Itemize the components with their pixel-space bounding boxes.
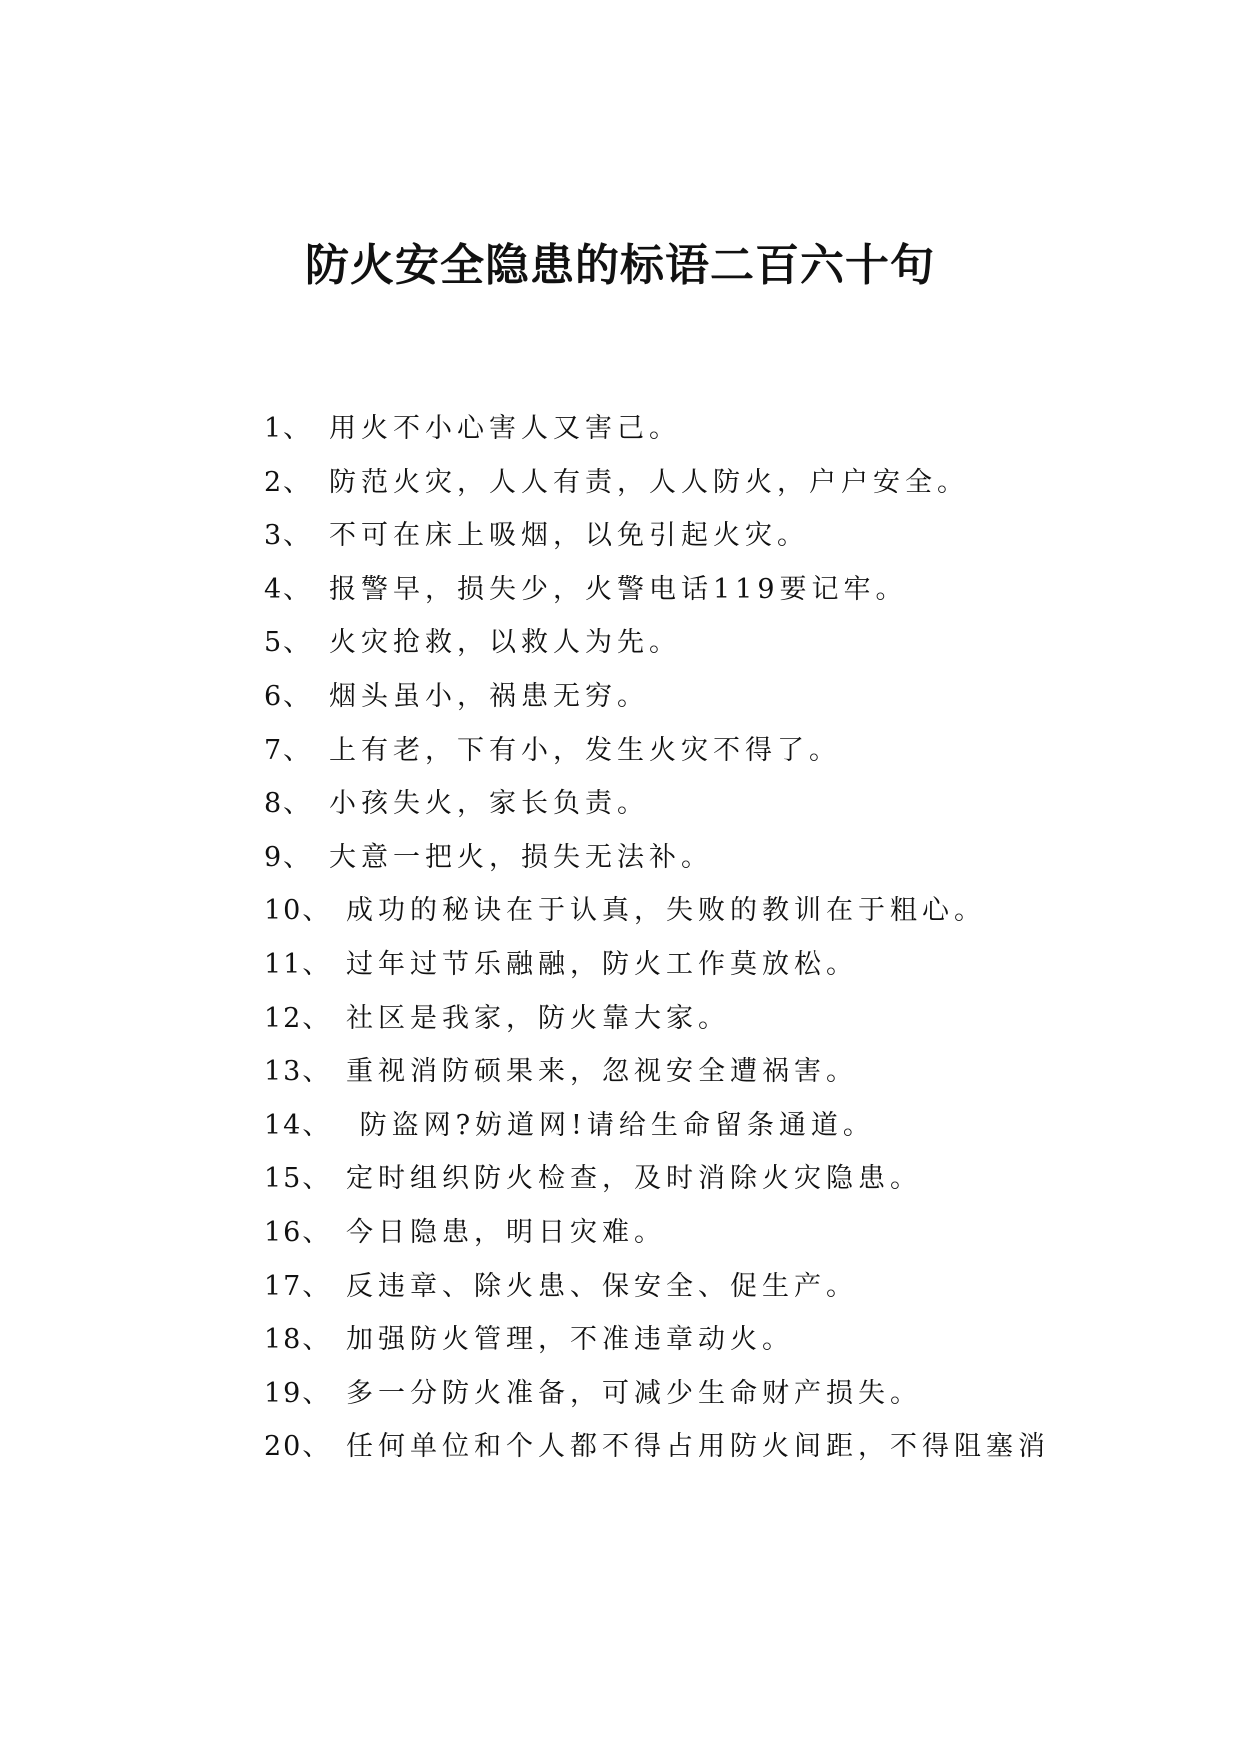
list-item bbox=[264, 1424, 1114, 1478]
item-text: 不可在床上吸烟，以免引起火灾。 bbox=[329, 520, 809, 552]
list-item bbox=[264, 728, 1114, 782]
list-item bbox=[264, 406, 1114, 460]
item-number: 5、 bbox=[264, 627, 313, 659]
item-number: 9、 bbox=[264, 841, 313, 873]
item-text: 过年过节乐融融，防火工作莫放松。 bbox=[346, 948, 858, 980]
item-number: 17、 bbox=[264, 1270, 332, 1302]
item-text: 成功的秘诀在于认真，失败的教训在于粗心。 bbox=[346, 895, 986, 927]
list-item bbox=[264, 1156, 1114, 1210]
item-number: 15、 bbox=[264, 1163, 332, 1195]
item-text: 防盗网?妨道网!请给生命留条通道。 bbox=[346, 1109, 875, 1141]
item-text: 报警早，损失少，火警电话119要记牢。 bbox=[329, 573, 908, 605]
item-number: 20、 bbox=[264, 1431, 332, 1463]
item-text: 大意一把火，损失无法补。 bbox=[329, 841, 713, 873]
slogan-list bbox=[264, 406, 1114, 1478]
item-number: 1、 bbox=[264, 413, 313, 444]
document-title: 防火安全隐患的标语二百六十句 bbox=[305, 240, 935, 291]
item-number: 6、 bbox=[264, 680, 313, 712]
item-number: 18、 bbox=[264, 1324, 332, 1356]
list-item bbox=[264, 1317, 1114, 1371]
list-item bbox=[264, 460, 1114, 514]
item-number: 14、 bbox=[264, 1109, 332, 1141]
item-number: 12、 bbox=[264, 1002, 332, 1034]
item-text: 社区是我家，防火靠大家。 bbox=[346, 1002, 730, 1034]
item-text: 多一分防火准备，可减少生命财产损失。 bbox=[346, 1377, 922, 1409]
item-text: 任何单位和个人都不得占用防火间距，不得阻塞消 bbox=[346, 1431, 1050, 1463]
list-item bbox=[264, 1103, 1114, 1157]
list-item bbox=[264, 888, 1114, 942]
list-item bbox=[264, 620, 1114, 674]
item-text: 定时组织防火检查，及时消除火灾隐患。 bbox=[346, 1163, 922, 1195]
item-text: 火灾抢救，以救人为先。 bbox=[329, 627, 681, 659]
item-number: 10、 bbox=[264, 895, 332, 927]
item-text: 重视消防硕果来，忽视安全遭祸害。 bbox=[346, 1056, 858, 1088]
item-number: 13、 bbox=[264, 1056, 332, 1088]
list-item bbox=[264, 942, 1114, 996]
item-number: 2、 bbox=[264, 466, 313, 498]
list-item bbox=[264, 1264, 1114, 1318]
list-item bbox=[264, 1371, 1114, 1425]
item-number: 4、 bbox=[264, 573, 313, 605]
item-number: 16、 bbox=[264, 1216, 332, 1248]
item-number: 11、 bbox=[264, 948, 332, 980]
item-number: 19、 bbox=[264, 1377, 332, 1409]
list-item bbox=[264, 996, 1114, 1050]
list-item bbox=[264, 781, 1114, 835]
item-text: 反违章、除火患、保安全、促生产。 bbox=[346, 1270, 858, 1302]
item-number: 8、 bbox=[264, 788, 313, 820]
item-text: 小孩失火，家长负责。 bbox=[329, 788, 649, 820]
list-item bbox=[264, 674, 1114, 728]
list-item bbox=[264, 1049, 1114, 1103]
item-text: 用火不小心害人又害己。 bbox=[329, 413, 681, 444]
item-text: 上有老，下有小，发生火灾不得了。 bbox=[329, 734, 841, 766]
list-item bbox=[264, 835, 1114, 889]
item-text: 加强防火管理，不准违章动火。 bbox=[346, 1324, 794, 1356]
item-text: 烟头虽小，祸患无穷。 bbox=[329, 680, 649, 712]
item-number: 7、 bbox=[264, 734, 313, 766]
item-text: 防范火灾，人人有责，人人防火，户户安全。 bbox=[329, 466, 969, 498]
list-item bbox=[264, 1210, 1114, 1264]
item-text: 今日隐患，明日灾难。 bbox=[346, 1216, 666, 1248]
list-item bbox=[264, 567, 1114, 621]
item-number: 3、 bbox=[264, 520, 313, 552]
list-item bbox=[264, 513, 1114, 567]
